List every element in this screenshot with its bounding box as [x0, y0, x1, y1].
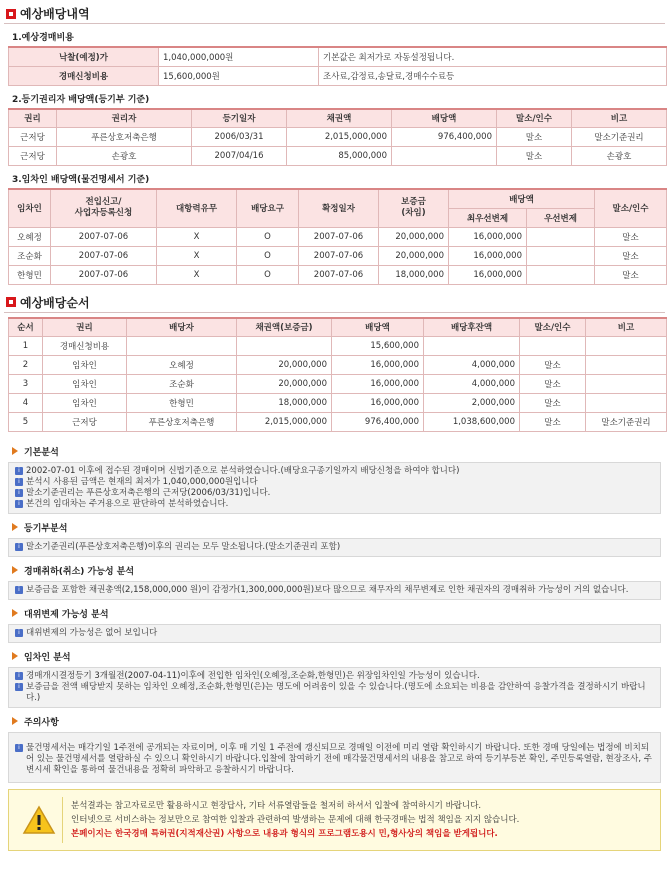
analysis-title-withdrawal — [4, 561, 665, 579]
cell: 2007-07-06 — [299, 265, 379, 284]
section-title-expected-dividend — [4, 4, 665, 24]
cost-label: 경매신청비용 — [9, 66, 159, 85]
cell: 임차인 — [43, 394, 127, 413]
cell: 4,000,000 — [424, 375, 520, 394]
list-item — [15, 542, 654, 553]
cell: X — [157, 246, 237, 265]
header-cell: 대항력유무 — [157, 189, 237, 227]
cell: 2,000,000 — [424, 394, 520, 413]
analysis-line: 경매개시결정등기 3개월전(2007-04-11)이후에 전입한 임차인(오혜정,조순화,한형민)은 위장임차인일 가능성이 있습니다. — [26, 671, 480, 681]
cell: 임차인 — [43, 375, 127, 394]
header-cell: 순서 — [9, 318, 43, 337]
analysis-title-basic — [4, 442, 665, 460]
header-cell: 확정일자 — [299, 189, 379, 227]
cell: 2007-07-06 — [299, 227, 379, 246]
table-row — [9, 128, 667, 147]
cell — [520, 337, 586, 356]
cell: 3 — [9, 375, 43, 394]
header-cell: 배당액 — [392, 109, 497, 128]
header-cell: 배당요구 — [237, 189, 299, 227]
header-cell: 배당액 — [449, 189, 595, 208]
cell: O — [237, 265, 299, 284]
header-cell: 배당후잔액 — [424, 318, 520, 337]
cell: 말소 — [520, 356, 586, 375]
header-cell: 권리 — [9, 109, 57, 128]
arrow-right-icon — [12, 717, 18, 725]
subtitle-auction-cost: 1.예상경매비용 — [12, 33, 74, 43]
cell: 말소 — [520, 375, 586, 394]
arrow-right-icon — [12, 523, 18, 531]
cell: 16,000,000 — [449, 246, 527, 265]
cell: 2006/03/31 — [192, 128, 287, 147]
cell: 16,000,000 — [449, 265, 527, 284]
cell: 2007-07-06 — [51, 227, 157, 246]
cell: 20,000,000 — [237, 356, 332, 375]
analysis-line: 말소기준권리(푸른상호저축은행)이후의 권리는 모두 말소됩니다.(말소기준권리 포함) — [26, 542, 341, 552]
cell: 말소 — [497, 128, 572, 147]
table-header-row — [9, 109, 667, 128]
info-bullet-icon: i — [15, 629, 23, 637]
cell — [586, 356, 667, 375]
info-bullet-icon: i — [15, 500, 23, 508]
cell: 근저당 — [9, 147, 57, 166]
arrow-right-icon — [12, 609, 18, 617]
list-item — [15, 466, 654, 477]
list-item — [15, 743, 654, 776]
header-cell: 말소/인수 — [595, 189, 667, 227]
cost-value: 1,040,000,000원 — [159, 47, 319, 66]
cell: 20,000,000 — [379, 246, 449, 265]
section-square-icon — [6, 9, 16, 19]
cell: 말소 — [595, 227, 667, 246]
cell: 조순화 — [9, 246, 51, 265]
analysis-line: 2002-07-01 이후에 접수된 경매이며 신법기준으로 분석하였습니다.(배당요구종기일까지 배당신청을 하여야 합니다) — [26, 466, 460, 476]
list-item — [15, 499, 654, 510]
cell — [527, 227, 595, 246]
table-header-row — [9, 318, 667, 337]
cell: 2,015,000,000 — [287, 128, 392, 147]
table-row — [9, 66, 667, 85]
header-cell: 비고 — [586, 318, 667, 337]
analysis-line: 본건의 임대차는 주거용으로 판단하여 분석하였습니다. — [26, 499, 229, 509]
cell: 2007/04/16 — [192, 147, 287, 166]
cell: 말소 — [595, 265, 667, 284]
header-cell: 우선변제 — [527, 208, 595, 227]
header-cell: 채권액(보증금) — [237, 318, 332, 337]
analysis-title-text: 임차인 분석 — [24, 652, 71, 663]
analysis-box-withdrawal — [8, 581, 661, 600]
cell: 손광호 — [57, 147, 192, 166]
arrow-right-icon — [12, 566, 18, 574]
cell: 말소 — [497, 147, 572, 166]
cell: 오혜정 — [127, 356, 237, 375]
cell — [424, 337, 520, 356]
arrow-right-icon — [12, 447, 18, 455]
cell — [527, 265, 595, 284]
cell: 18,000,000 — [379, 265, 449, 284]
cell: 1 — [9, 337, 43, 356]
table-row — [9, 337, 667, 356]
section-title-dividend-order — [4, 293, 665, 313]
analysis-box-tenant — [8, 667, 661, 708]
cell — [127, 337, 237, 356]
analysis-title-subrogation — [4, 604, 665, 622]
info-bullet-icon: i — [15, 683, 23, 691]
disclaimer-text — [71, 799, 519, 841]
disclaimer-line-copyright: 본페이지는 한국경매 특허권(지적재산권) 사항으로 내용과 형식의 프로그램도용시 민,형사상의 책임을 받게됩니다. — [71, 829, 498, 839]
cost-note: 조사료,감정료,송달료,경매수수료등 — [319, 66, 667, 85]
header-cell: 최우선변제 — [449, 208, 527, 227]
cell: 20,000,000 — [379, 227, 449, 246]
header-cell: 권리자 — [57, 109, 192, 128]
cell: 18,000,000 — [237, 394, 332, 413]
table-row — [9, 265, 667, 284]
cell: O — [237, 246, 299, 265]
list-item — [15, 628, 654, 639]
cell — [237, 337, 332, 356]
table-row — [9, 246, 667, 265]
cell: 푸른상호저축은행 — [127, 413, 237, 432]
analysis-title-text: 대위변제 가능성 분석 — [24, 609, 109, 620]
header-cell: 배당액 — [332, 318, 424, 337]
cell: 손광호 — [572, 147, 667, 166]
header-cell: 비고 — [572, 109, 667, 128]
header-cell: 배당자 — [127, 318, 237, 337]
table-row — [9, 413, 667, 432]
cell: 한형민 — [127, 394, 237, 413]
list-item — [15, 585, 654, 596]
cost-value: 15,600,000원 — [159, 66, 319, 85]
analysis-box-registry — [8, 538, 661, 557]
table-header-row — [9, 189, 667, 208]
cell — [527, 246, 595, 265]
info-bullet-icon: i — [15, 543, 23, 551]
cell: 임차인 — [43, 356, 127, 375]
cell: 2 — [9, 356, 43, 375]
analysis-box-basic — [8, 462, 661, 514]
list-item — [15, 477, 654, 488]
cell: 경매신청비용 — [43, 337, 127, 356]
cell: 말소기준권리 — [572, 128, 667, 147]
cell: O — [237, 227, 299, 246]
cell — [586, 394, 667, 413]
table-row — [9, 375, 667, 394]
table-row — [9, 227, 667, 246]
auction-cost-table — [8, 46, 667, 86]
disclaimer-line: 분석결과는 참고자료로만 활용하시고 현장답사, 기타 서류열람들을 철저히 하셔서 입찰에 참여하시기 바랍니다. — [71, 801, 482, 811]
cell: 말소 — [520, 413, 586, 432]
header-cell: 말소/인수 — [497, 109, 572, 128]
cell: X — [157, 227, 237, 246]
info-bullet-icon: i — [15, 672, 23, 680]
disclaimer-line: 인터넷으로 서비스하는 정보만으로 참여한 입찰과 관련하여 발생하는 문제에 대해 한국경매는 법적 책임을 지지 않습니다. — [71, 815, 520, 825]
warning-icon — [15, 797, 63, 843]
cell: 2007-07-06 — [299, 246, 379, 265]
cell: 976,400,000 — [332, 413, 424, 432]
cell: 푸른상호저축은행 — [57, 128, 192, 147]
analysis-line: 보증금을 전액 배당받지 못하는 임차인 오혜정,조순화,한형민(은)는 명도에 어려움이 있을 수 있습니다.(명도에 소요되는 비용을 감안하여 응찰가격을 결정하시기 바랍니다.) — [26, 682, 646, 703]
cell: 말소 — [520, 394, 586, 413]
info-bullet-icon: i — [15, 489, 23, 497]
info-bullet-icon: i — [15, 586, 23, 594]
cell: 16,000,000 — [449, 227, 527, 246]
tenant-dividend-table — [8, 188, 667, 285]
info-bullet-icon: i — [15, 478, 23, 486]
analysis-title-text: 경매취하(취소) 가능성 분석 — [24, 566, 135, 577]
analysis-title-registry — [4, 518, 665, 536]
analysis-title-caution — [4, 712, 665, 730]
cell: 2,015,000,000 — [237, 413, 332, 432]
cell: 조순화 — [127, 375, 237, 394]
subtitle-registry-dividend: 2.등기권리자 배당액(등기부 기준) — [12, 94, 150, 105]
dividend-order-table — [8, 317, 667, 433]
header-cell: 채권액 — [287, 109, 392, 128]
section-square-icon — [6, 297, 16, 307]
analysis-title-text: 등기부분석 — [24, 523, 68, 534]
cell: 말소기준권리 — [586, 413, 667, 432]
cost-note: 기본값은 최저가로 자동설정됩니다. — [319, 47, 667, 66]
cell — [392, 147, 497, 166]
header-cell: 권리 — [43, 318, 127, 337]
page — [0, 4, 669, 896]
cell: 15,600,000 — [332, 337, 424, 356]
info-bullet-icon: i — [15, 467, 23, 475]
cell: 85,000,000 — [287, 147, 392, 166]
subtitle-tenant-dividend: 3.임차인 배당액(물건명세서 기준) — [12, 175, 150, 185]
analysis-line: 분석시 사용된 금액은 현재의 최저가 1,040,000,000원입니다 — [26, 477, 258, 487]
cell: 2007-07-06 — [51, 246, 157, 265]
analysis-box-subrogation — [8, 624, 661, 643]
analysis-line: 대위변제의 가능성은 없어 보입니다 — [26, 628, 158, 638]
analysis-box-caution — [8, 732, 661, 783]
analysis-title-tenant — [4, 647, 665, 665]
arrow-right-icon — [12, 652, 18, 660]
cost-label: 낙찰(예정)가 — [9, 47, 159, 66]
cell: 16,000,000 — [332, 394, 424, 413]
header-cell: 등기일자 — [192, 109, 287, 128]
cell: 근저당 — [9, 128, 57, 147]
analysis-title-text: 주의사항 — [24, 717, 59, 728]
analysis-line: 보증금을 포함한 채권총액(2,158,000,000 원)이 감정가(1,300,000,000원)보다 많으므로 채무자의 채무변제로 인한 채권자의 경매취하 가능성이 거의 없습니다. — [26, 585, 629, 595]
cell: 4,000,000 — [424, 356, 520, 375]
section-title-text: 예상배당순서 — [20, 295, 90, 310]
analysis-title-text: 기본분석 — [24, 447, 59, 458]
analysis-line: 말소기준권리는 푸른상호저축은행의 근저당(2006/03/31)입니다. — [26, 488, 271, 498]
section-title-text: 예상배당내역 — [20, 7, 90, 21]
cell: 1,038,600,000 — [424, 413, 520, 432]
cell: 16,000,000 — [332, 375, 424, 394]
header-cell: 말소/인수 — [520, 318, 586, 337]
cell: 16,000,000 — [332, 356, 424, 375]
table-row — [9, 394, 667, 413]
cell: 근저당 — [43, 413, 127, 432]
cell: X — [157, 265, 237, 284]
table-row — [9, 47, 667, 66]
disclaimer-notice — [8, 789, 661, 851]
cell: 2007-07-06 — [51, 265, 157, 284]
cell: 한형민 — [9, 265, 51, 284]
list-item — [15, 671, 654, 682]
analysis-line: 물건명세서는 매각기일 1주전에 공개되는 자료이며, 이후 매 기일 1 주전에 갱신되므로 경매일 이전에 미리 열람 확인하시기 바랍니다. 또한 경매 당일에는 법정에 비치되어 있는 물건명세서를 열람하실 수 있으니 확인하시기 바랍니다.입찰에 참여하기 전에 매각물건명세서의 내용을 참고로 하여 등기부등본 확인, 주민등록열람, 현장조사, 주변시세 확인을 통하여 물건내용을 정확히 파악하고 응찰하시기 바랍니다. — [26, 743, 653, 775]
cell: 오혜정 — [9, 227, 51, 246]
header-cell: 전입신고/ 사업자등록신청 — [51, 189, 157, 227]
cell: 976,400,000 — [392, 128, 497, 147]
cell — [586, 375, 667, 394]
header-cell: 임차인 — [9, 189, 51, 227]
info-bullet-icon: i — [15, 744, 23, 752]
cell: 4 — [9, 394, 43, 413]
list-item — [15, 682, 654, 704]
cell: 5 — [9, 413, 43, 432]
cell: 말소 — [595, 246, 667, 265]
list-item — [15, 488, 654, 499]
cell — [586, 337, 667, 356]
header-cell: 보증금 (차임) — [379, 189, 449, 227]
table-row — [9, 147, 667, 166]
registry-dividend-table — [8, 108, 667, 167]
table-row — [9, 356, 667, 375]
cell: 20,000,000 — [237, 375, 332, 394]
